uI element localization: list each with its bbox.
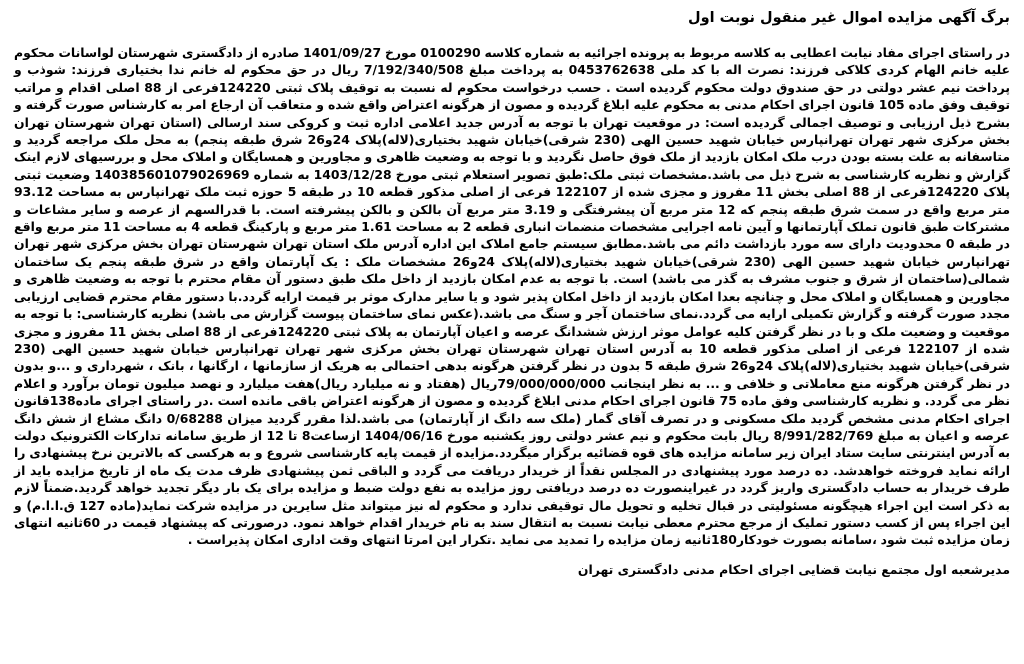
notice-body: در راستای اجرای مفاد نیابت اعطایی به کلاسه مربوط به پرونده اجرائیه به شماره کلاسه 0100290 مورخ 1401/09/27 صادره از دادگستری شهرستان لواسانات محکوم علیه خانم الهام کردی کلاکی فرزند: نصرت اله با کد ملی 0453762638 به پرداخت مبلغ 7/192/340/508 ریال در حق محکوم له خانم ندا بختیاری فرزند: شوذب و پرداخت نیم عشر دولتی در حق صندوق دولت محکوم گردیده است . حسب درخواست محکوم له نسبت به توقیف پلاک ثبتی 124220فرعی از 88 اصلی اقدام و مراتب توقیف وفق ماده 105 قانون اجرای احکام مدنی به محکوم علیه ابلاغ گردیده و مصون از هرگونه اعتراض واقع شده و متعاقب آن ارجاع امر به کارشناس صورت گرفته و بشرح ذیل ارزیابی و توصیف اجمالی گردیده است: در موقعیت تهران با توجه به آدرس جدید اعلامی اداره ثبت و کروکی سند ارسالی (استان تهران شهرستان تهران بخش مرکزی شهر تهران تهرانپارس خیابان شهید حسین الهی (230 شرقی)خیابان شهید بختیاری(لاله)پلاک 24و26 شرق طبقه پنجم) به محل ملک مراجعه گردید و متاسفانه به علت بسته بودن درب ملک امکان بازدید از ملک فوق حاصل نگردید و با توجه به وضعیت ظاهری و مجاورین و همسایگان و املاک محل و بررسیهای لازم اینک گزارش و نظریه کارشناسی به شرح ذیل می باشد.مشخصات ثبتی ملک:طبق تصویر استعلام ثبتی مورخ 1403/12/28 به شماره 140385601079026969 وضعیت ثبتی پلاک 124220فرعی از 88 اصلی بخش 11 مفروز و مجزی شده از 122107 فرعی از اصلی مذکور قطعه 10 در طبقه 5 حوزه ثبت ملک تهرانپارس به مساحت 93.12 متر مربع واقع در سمت شرق طبقه پنجم که 12 متر مربع آن پیشرفتگی و 3.19 متر مربع آن بالکن و بالکن پیشرفته است. با قدرالسهم از عرصه و سایر مشاعات و مشترکات طبق قانون تملک آپارتمانها و آیین نامه اجرایی مشخصات منضمات انباری قطعه 2 به مساحت 1.61 متر مربع و پارکینگ قطعه 4 به مساحت 11 متر مربع واقع در طبقه 0 محدودیت دارای سه مورد بازداشت دائم می باشد.مطابق سیستم جامع املاک این اداره آدرس ملک استان تهران شهرستان تهران بخش مرکزی شهر تهران تهرانپارس خیابان شهید حسین الهی (230 شرقی)خیابان شهید بختیاری(لاله)پلاک 24و26 مشخصات ملک : یک آپارتمان واقع در شرق طبقه پنجم یک ساختمان شمالی(ساختمان از شرق و جنوب مشرف به گذر می باشد) است. با توجه به عدم امکان بازدید از داخل ملک طبق دستور آن مقام محترم با توجه به وضعیت ظاهری و مجاورین و همسایگان و املاک محل و چنانچه بعدا امکان بازدید از داخل امکان پذیر شود و یا سایر مدارک موثر بر قیمت ارایه گردد.با دستور مقام محترم قضایی ارزیابی مجدد صورت گرفته و گزارش تکمیلی ارایه می گردد.نمای ساختمان آجر و سنگ می باشد.(عکس نمای ساختمان پیوست گزارش می باشد) نظریه کارشناسی: با توجه به موقعیت و وضعیت ملک و با در نظر گرفتن کلیه عوامل موثر ارزش ششدانگ عرصه و اعیان آپارتمان به پلاک ثبتی 124220فرعی از 88 اصلی بخش 11 مفروز و مجزی شده از 122107 فرعی از اصلی مذکور قطعه 10 به آدرس استان تهران شهرستان تهران بخش مرکزی شهر تهران تهرانپارس خیابان شهید حسین الهی (230 شرقی)خیابان شهید بختیاری(لاله)پلاک 24و26 شرق طبقه 5 بدون در نظر گرفتن هرگونه بدهی احتمالی به هریک از سازمانها ، ارگانها ، بانک ، شهرداری و ...و بدون در نظر گرفتن هرگونه منع معاملاتی و خلافی و ... به نظر اینجانب 79/000/000/000ریال (هفتاد و نه میلیارد ریال)هفت میلیارد و نهصد میلیون تومان برآورد و اعلام نظر می گردد. و نظریه کارشناسی وفق ماده 75 قانون اجرای احکام مدنی ابلاغ گردیده و مصون از هرگونه اعتراض باقی مانده است .در راستای اجرای ماده138قانون اجرای احکام مدنی مشخص گردید ملک مسکونی و در تصرف آقای گمار (ملک سه دانگ از آپارتمان) می باشد.لذا مقرر گردید میزان 0/68288 دانگ مشاع از شش دانگ عرصه و اعیان به مبلغ 8/991/282/769 ریال بابت محکوم و نیم عشر دولتی روز یکشنبه مورخ 1404/06/16 ازساعت8 تا 12 از طریق سامانه تدارکات الکترونیک دولت به آدرس اینترنتی سایت ستاد ایران زیر سامانه مزایده های قوه قضائیه برگزار میگردد.مزایده از قیمت پایه کارشناسی شروع و به هرکسی که بالاترین نرخ پیشنهادی را ارائه نماید فروخته خواهدشد. ده درصد مورد پیشنهادی در المجلس نقداً از خریدار دریافت می گردد و الباقی ثمن پیشنهادی ظرف مدت یک ماه از تاریخ مزایده باید از طرف خریدار به حساب دادگستری واریز گردد در غیراینصورت ده درصد دریافتی روز مزایده به نفع دولت ضبط و مزایده برای یک بار دیگر تجدید خواهد گردید.ضمناً لازم به ذکر است این اجراء هیچگونه مسئولیتی در قبال تخلیه و تحویل مال توقیفی ندارد و محکوم له نیز میتواند مثل سایرین در مزایده شرکت نماید(ماده 127 ق.ا.ا.م) و این اجراء پس از کسب دستور تملیک از مرجع محترم معطی نیابت نسبت به انتقال سند به نام خریدار اقدام خواهد نمود. درصورتی که پیشنهاد قیمت در 60ثانیه انتهای زمان مزایده ثبت شود ،سامانه بصورت خودکار180ثانیه زمان مزایده را تمدید می نماید .تکرار این امرتا انتهای وقت اداری امکان پذیراست . bbox=[14, 45, 1011, 548]
notice-signature: مدیرشعبه اول مجتمع نیابت قضایی اجرای احکام مدنی دادگستری تهران bbox=[577, 561, 1010, 577]
notice-title: برگ آگهی مزایده اموال غیر منقول نوبت اول bbox=[688, 10, 1010, 26]
